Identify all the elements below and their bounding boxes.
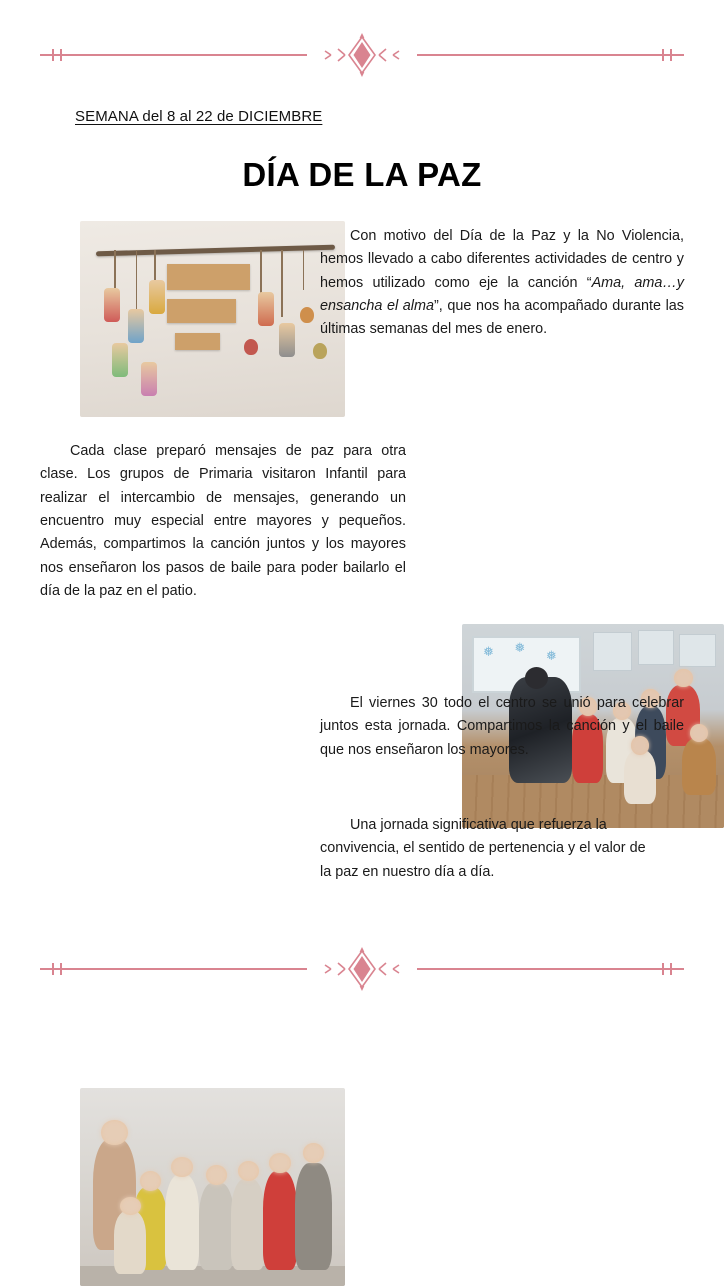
face-blur-a2 — [140, 1171, 161, 1191]
snowflake-decoration-2: ❅ — [514, 640, 526, 656]
string-6 — [303, 250, 305, 289]
child-figure-g — [114, 1211, 146, 1274]
paragraph-4-text: Una jornada significativa que refuerza la convivencia, el sentido de pertenencia y el valor de la paz en nuestro día a día. — [320, 817, 646, 880]
paragraph-3-text: El viernes 30 todo el centro se unió para celebrar juntos esta jornada. Compartimos la canción y el baile que nos enseñaron los mayores. — [320, 695, 684, 758]
paper-heart-2 — [300, 307, 314, 323]
paper-doll-5 — [141, 362, 157, 396]
string-5 — [281, 250, 283, 317]
paragraph-2-text: Cada clase preparó mensajes de paz para otra clase. Los grupos de Primaria visitaron Infantil para realizar el intercambio de mensajes, generando un encuentro muy especial entre mayores y pequeños. Además, compartimos la canción juntos y los mayores nos enseñaron los pasos de baile para poder bailarlo el día de la paz en el patio. — [40, 443, 406, 599]
child-figure-5 — [682, 738, 716, 795]
child-figure-e — [263, 1171, 297, 1270]
child-figure-b — [165, 1175, 199, 1270]
ornament-line-right-bottom — [417, 968, 684, 970]
face-blur-a4 — [206, 1165, 227, 1185]
wall-poster-3 — [679, 634, 715, 667]
ornament-line-right — [417, 54, 684, 56]
paragraph-message-exchange — [40, 440, 406, 603]
face-blur-4 — [674, 669, 692, 687]
paper-doll-6 — [258, 292, 274, 326]
paper-heart-1 — [244, 339, 258, 355]
sign-tots — [175, 333, 220, 351]
sign-abracades — [167, 264, 249, 289]
sign-pera — [167, 299, 236, 323]
wall-poster-1 — [593, 632, 632, 671]
paragraph-closing — [320, 814, 660, 884]
paragraph-1-text-part1: Con motivo del Día de la Paz y la No Violencia, hemos llevado a cabo diferentes actividades de centro y hemos utilizado como eje la canción “ — [320, 228, 684, 291]
week-label: SEMANA del 8 al 22 de DICIEMBRE — [75, 108, 323, 125]
page-title: DÍA DE LA PAZ — [242, 156, 482, 193]
snowflake-decoration-1: ❅ — [482, 644, 494, 660]
paragraph-1-text-part2: ”, que nos ha acompañado durante las últimas semanas del mes de enero. — [320, 297, 684, 338]
paper-heart-3 — [313, 343, 327, 359]
ornament-divider-top — [40, 28, 684, 82]
face-blur-a1 — [101, 1120, 128, 1146]
ornament-line-left-bottom — [40, 968, 307, 970]
song-title: Ama, ama…y ensancha el alma — [320, 274, 684, 314]
ornament-line-left — [40, 54, 307, 56]
branch-shape — [96, 245, 335, 257]
child-figure-f — [295, 1163, 332, 1270]
paper-doll-4 — [112, 343, 128, 377]
paper-doll-3 — [149, 280, 165, 314]
face-blur-a7 — [303, 1143, 324, 1163]
photo-whole-school — [80, 1088, 345, 1286]
face-blur-a3 — [171, 1157, 192, 1177]
paragraph-peace-day — [320, 225, 684, 342]
child-figure-c — [199, 1183, 233, 1270]
child-figure-d — [231, 1179, 265, 1270]
string-2 — [136, 250, 138, 309]
face-blur-a5 — [238, 1161, 259, 1181]
paper-doll-1 — [104, 288, 120, 322]
paper-doll-2 — [128, 309, 144, 343]
paragraph-friday-celebration — [320, 692, 684, 762]
photo-peace-mobile — [80, 221, 345, 417]
paper-doll-7 — [279, 323, 295, 357]
ornament-center-motif — [307, 28, 417, 82]
snowflake-decoration-3: ❅ — [545, 648, 557, 664]
face-blur-a6 — [269, 1153, 290, 1173]
wall-poster-2 — [638, 630, 674, 665]
face-blur-a8 — [120, 1197, 141, 1215]
ornament-center-motif-bottom — [307, 942, 417, 996]
ornament-divider-bottom — [40, 942, 684, 996]
